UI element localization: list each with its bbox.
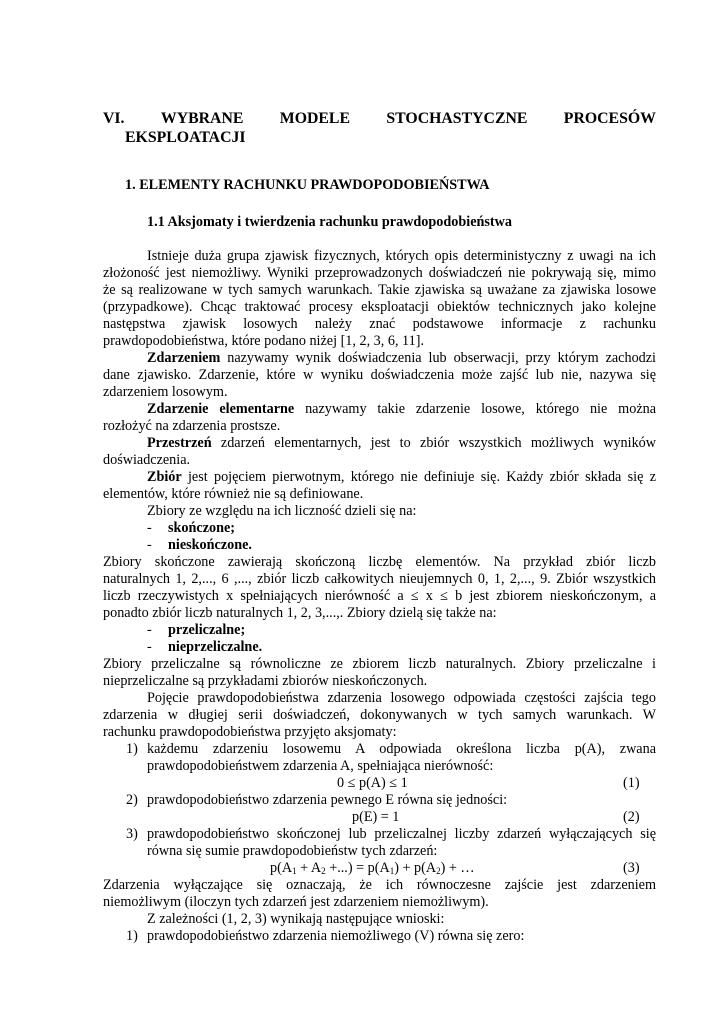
formula-part: + A <box>296 860 322 876</box>
term: Zdarzeniem <box>147 350 221 366</box>
formula-part: +...) = p(A <box>325 860 390 876</box>
axiom-number: 2) <box>126 792 138 808</box>
intro-line: Istnieje duża grupa zjawisk fizycznych, których opis deterministyczny z uwagi na ich <box>147 248 656 264</box>
formula-2: p(E) = 1 <box>352 809 400 825</box>
def-text: nazywamy takie zdarzenie losowe, którego nie można <box>294 401 657 417</box>
subsection-heading: 1.1 Aksjomaty i twierdzenia rachunku prawdopodobieństwa <box>147 214 512 230</box>
countable-line: Zbiory przeliczalne są równoliczne ze zbiorem liczb naturalnych. Zbiory przeliczalne i <box>103 656 656 672</box>
def-text: zdarzeń elementarnych, jest to zbiór wszystkich możliwych wyników <box>211 435 656 451</box>
conclusions-intro: Z zależności (1, 2, 3) wynikają następujące wnioski: <box>147 911 445 927</box>
formula-number: (3) <box>623 860 640 876</box>
def-text: nazywamy wynik doświadczenia lub obserwacji, przy którym zachodzi <box>220 350 656 366</box>
prob-line: zdarzenia w długiej serii doświadczeń, dokonywanych w tych samych warunkach. W <box>103 707 656 723</box>
conclusion-number: 1) <box>126 928 138 944</box>
def-elementary-line1 <box>147 401 656 418</box>
chapter-heading-line1 <box>103 110 656 127</box>
axiom-line: prawdopodobieństwo skończonej lub przeliczalnej liczby zdarzeń wyłączających się <box>147 826 656 842</box>
heading-word: PROCESÓW <box>563 110 656 127</box>
formula-3 <box>270 860 475 877</box>
chapter-heading-line2: EKSPLOATACJI <box>125 129 246 146</box>
formula-subscript: 2 <box>321 866 326 876</box>
finite-line: liczb rzeczywistych x spełniających nierówność a ≤ x ≤ b jest zbiorem nieskończonym, a <box>103 588 656 604</box>
def-space-line1 <box>147 435 656 452</box>
intro-line: że są realizowane w tych samych warunkach. Takie zjawiska są uważane za zjawiska losowe <box>103 282 656 298</box>
def-event-line3: zdarzeniem losowym. <box>103 384 228 400</box>
intro-line: (przypadkowe). Chcąc traktować procesy eksploatacji obiektów technicznych jako kolejne <box>103 299 656 315</box>
list-dash: - <box>147 520 152 536</box>
axiom-number: 3) <box>126 826 138 842</box>
def-event-line1 <box>147 350 656 367</box>
list-item: nieprzeliczalne. <box>168 639 263 655</box>
axiom-line: równa się sumie prawdopodobieństw tych zdarzeń: <box>147 843 438 859</box>
formula-number: (1) <box>623 775 640 791</box>
formula-subscript: 1 <box>292 866 297 876</box>
list-item: przeliczalne; <box>168 622 246 638</box>
term: Zbiór <box>147 469 182 485</box>
formula-subscript: 2 <box>436 866 441 876</box>
exclusive-line: Zdarzenia wyłączające się oznaczają, że ich równoczesne zajście jest zdarzeniem <box>103 877 656 893</box>
intro-line: prawdopodobieństwa, które podano niżej [1, 2, 3, 6, 11]. <box>103 333 424 349</box>
formula-number: (2) <box>623 809 640 825</box>
axiom-line: każdemu zdarzeniu losowemu A odpowiada określona liczba p(A), zwana <box>147 741 656 757</box>
sets-intro: Zbiory ze względu na ich liczność dzieli się na: <box>147 503 417 519</box>
heading-word: MODELE <box>279 110 350 127</box>
formula-part: p(A <box>270 860 293 876</box>
list-item: nieskończone. <box>168 537 252 553</box>
list-dash: - <box>147 639 152 655</box>
def-text: jest pojęciem pierwotnym, którego nie definiuje się. Każdy zbiór składa się z <box>181 469 656 485</box>
term: Zdarzenie elementarne <box>147 401 295 417</box>
heading-word: WYBRANE <box>160 110 244 127</box>
conclusion-line: prawdopodobieństwo zdarzenia niemożliwego (V) równa się zero: <box>147 928 525 944</box>
intro-line: następstwa zjawisk losowych należy znać podstawowe informacje z rachunku <box>103 316 656 332</box>
finite-line: Zbiory skończone zawierają skończoną liczbę elementów. Na przykład zbiór liczb <box>103 554 656 570</box>
list-item: skończone; <box>168 520 235 536</box>
prob-line: rachunku prawdopodobieństwa przyjęto aksjomaty: <box>103 724 397 740</box>
finite-line: naturalnych 1, 2,..., 6 ,..., zbiór liczb całkowitych nieujemnych 0, 1, 2,..., 9. Zbiór wszystkich <box>103 571 656 587</box>
section-heading: 1. ELEMENTY RACHUNKU PRAWDOPODOBIEŃSTWA <box>125 177 490 193</box>
list-dash: - <box>147 537 152 553</box>
axiom-line: prawdopodobieństwem zdarzenia A, spełniająca nierówność: <box>147 758 494 774</box>
def-event-line2: dane zjawisko. Zdarzenie, które w wyniku doświadczenia może zajść lub nie, nazywa się <box>103 367 656 383</box>
heading-word: STOCHASTYCZNE <box>386 110 528 127</box>
formula-part: ) + … <box>440 860 475 876</box>
def-set-line2: elementów, które również nie są definiowane. <box>103 486 364 502</box>
def-set-line1 <box>147 469 656 486</box>
axiom-line: prawdopodobieństwo zdarzenia pewnego E równa się jedności: <box>147 792 508 808</box>
formula-1: 0 ≤ p(A) ≤ 1 <box>337 775 408 791</box>
axiom-number: 1) <box>126 741 138 757</box>
exclusive-line: niemożliwym (iloczyn tych zdarzeń jest zdarzeniem niemożliwym). <box>103 894 489 910</box>
intro-line: złożoność jest niemożliwy. Wyniki przeprowadzonych doświadczeń nie pokrywają się, mimo <box>103 265 656 281</box>
countable-line: nieprzeliczalne są przykładami zbiorów nieskończonych. <box>103 673 428 689</box>
def-space-line2: doświadczenia. <box>103 452 191 468</box>
term: Przestrzeń <box>147 435 212 451</box>
finite-line: ponadto zbiór liczb naturalnych 1, 2, 3,...,. Zbiory dzielą się także na: <box>103 605 497 621</box>
heading-word: VI. <box>103 110 125 127</box>
prob-line: Pojęcie prawdopodobieństwa zdarzenia losowego odpowiada częstości zajścia tego <box>147 690 656 706</box>
formula-part: ) + p(A <box>394 860 437 876</box>
formula-subscript: 1 <box>389 866 395 876</box>
def-elementary-line2: rozłożyć na zdarzenia prostsze. <box>103 418 281 434</box>
list-dash: - <box>147 622 152 638</box>
